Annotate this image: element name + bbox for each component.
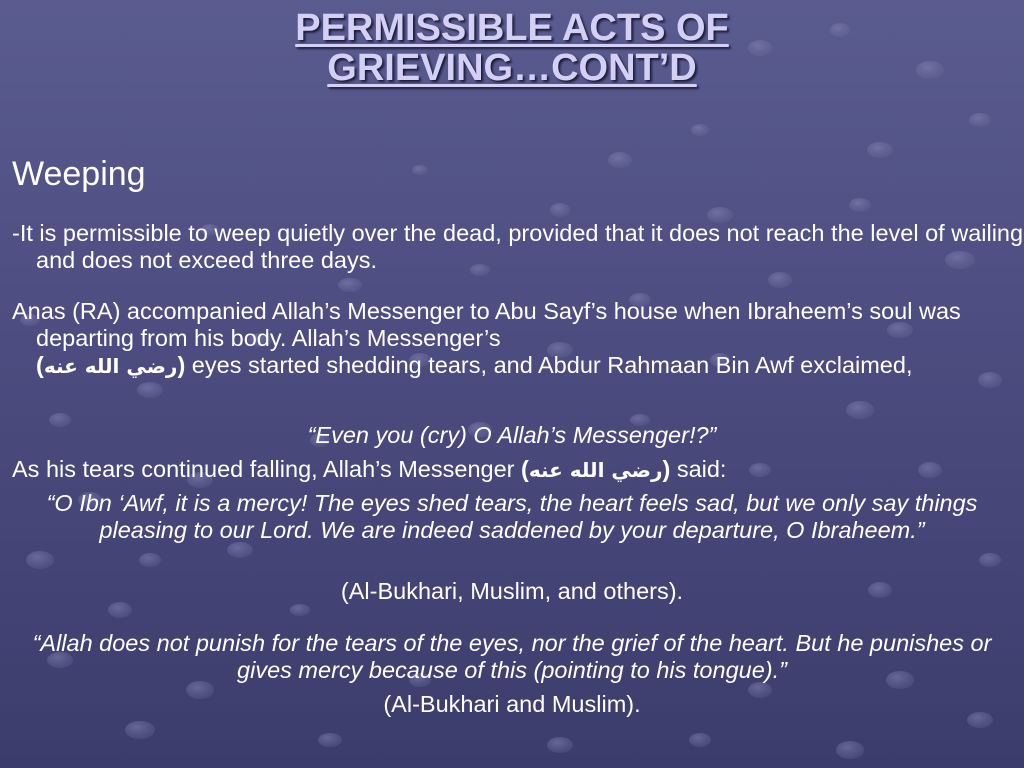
- quote-mercy: “O Ibn ‘Awf, it is a mercy! The eyes shed tears, the heart feels sad, but we only say things pleasing to our Lord. We are indeed saddened by your departure, O Ibraheem.”: [46, 490, 978, 543]
- title-line-1: PERMISSIBLE ACTS OF: [295, 7, 729, 49]
- close-paren-2: ): [662, 456, 671, 482]
- paragraph-anas-text-2: eyes started shedding tears, and Abdur Rahmaan Bin Awf exclaimed,: [185, 352, 913, 378]
- paragraph-anas-narration: [12, 298, 1024, 380]
- citation-bukhari-muslim-others: (Al-Bukhari, Muslim, and others).: [340, 578, 684, 604]
- paragraph-tears-text-2: said:: [670, 456, 727, 482]
- paragraph-tears-text-1: As his tears continued falling, Allah’s Messenger: [12, 456, 522, 482]
- paragraph-permissibility: -It is permissible to weep quietly over the dead, provided that it does not reach the level of wailing and does not exceed three days.: [12, 220, 1024, 273]
- close-paren: ): [177, 352, 186, 378]
- section-heading: Weeping: [12, 155, 146, 193]
- citation-bukhari-muslim: (Al-Bukhari and Muslim).: [383, 691, 641, 717]
- quote-even-you: “Even you (cry) O Allah’s Messenger!?”: [307, 422, 717, 448]
- open-paren-2: (: [521, 456, 529, 482]
- slide-title: [0, 8, 1024, 88]
- paragraph-anas-text-1: Anas (RA) accompanied Allah’s Messenger to Abu Sayf’s house when Ibraheem’s soul was departing from his body. Allah’s Messenger’s: [12, 298, 961, 351]
- paragraph-tears-falling: [12, 456, 1024, 484]
- title-line-2: GRIEVING…CONT’D: [327, 47, 697, 89]
- quote-allah-does-not-punish: “Allah does not punish for the tears of the eyes, nor the grief of the heart. But he punishes or gives mercy because of this (pointing to his tongue).”: [32, 630, 992, 683]
- arabic-honorific-2: رضي الله عنه: [528, 458, 663, 482]
- open-paren: (: [36, 352, 44, 378]
- arabic-honorific: رضي الله عنه: [43, 354, 178, 378]
